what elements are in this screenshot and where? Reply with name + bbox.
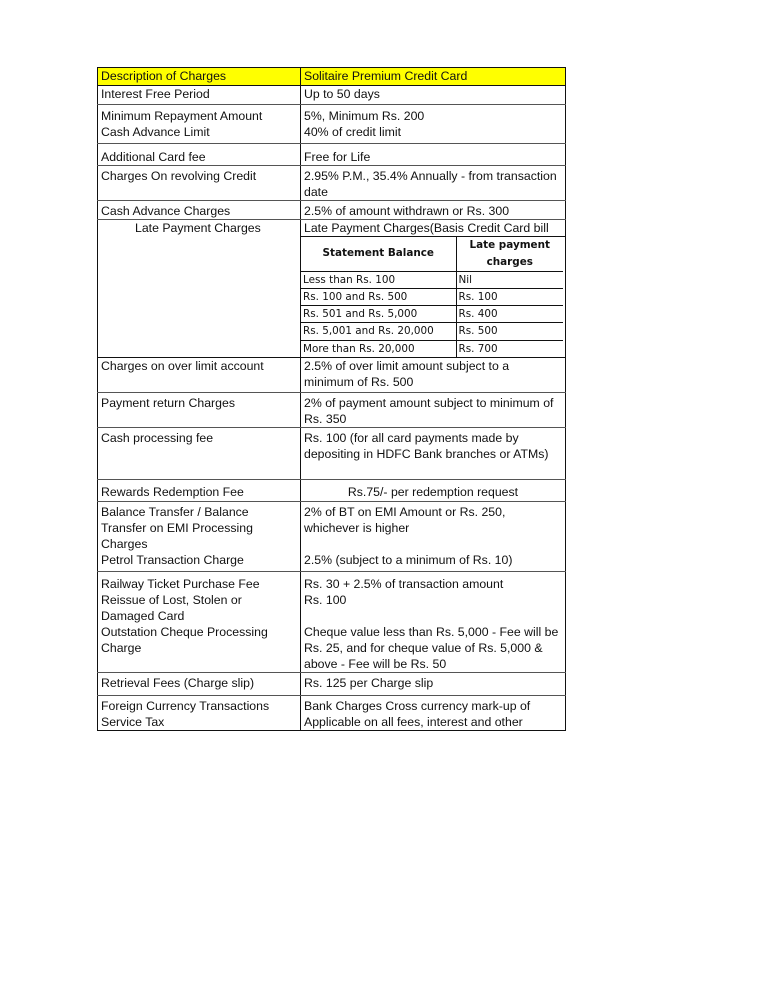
- charge-value: Rs. 30 + 2.5% of transaction amount: [301, 571, 566, 592]
- subtable-row: [301, 306, 563, 323]
- subtable-row: [301, 323, 563, 340]
- table-row: [98, 105, 566, 125]
- charge-value: 40% of credit limit: [301, 124, 566, 143]
- charge-description: Interest Free Period: [98, 86, 301, 105]
- table-row: [98, 479, 566, 501]
- charge-description: Cash Advance Charges: [98, 200, 301, 219]
- charge-value: Rs. 100 (for all card payments made by depositing in HDFC Bank branches or ATMs): [301, 427, 566, 479]
- charge-description: Payment return Charges: [98, 392, 301, 427]
- charges-sheet: [97, 67, 565, 731]
- table-row: [98, 695, 566, 714]
- charge-value: 2% of payment amount subject to minimum of Rs. 350: [301, 392, 566, 427]
- late-charge: Rs. 100: [456, 288, 563, 305]
- charge-value: 5%, Minimum Rs. 200: [301, 105, 566, 125]
- table-row: [98, 501, 566, 552]
- table-row: [98, 552, 566, 571]
- table-header-row: [98, 68, 566, 86]
- charge-value: Up to 50 days: [301, 86, 566, 105]
- charge-description: Minimum Repayment Amount: [98, 105, 301, 125]
- charge-value: Applicable on all fees, interest and other: [301, 714, 566, 731]
- charge-value: Rs. 100: [301, 592, 566, 624]
- header-description: Description of Charges: [98, 68, 301, 86]
- table-row: [98, 200, 566, 219]
- charge-value: 2.5% (subject to a minimum of Rs. 10): [301, 552, 566, 571]
- charge-value: Free for Life: [301, 143, 566, 165]
- late-payment-subtable-wrap: [301, 237, 565, 357]
- statement-balance: Rs. 100 and Rs. 500: [301, 288, 456, 305]
- statement-balance: Less than Rs. 100: [301, 271, 456, 288]
- table-row: [98, 672, 566, 695]
- subtable-row: [301, 340, 563, 357]
- charge-description: Railway Ticket Purchase Fee: [98, 571, 301, 592]
- statement-balance: More than Rs. 20,000: [301, 340, 456, 357]
- table-row: [98, 392, 566, 427]
- late-charge: Rs. 700: [456, 340, 563, 357]
- charge-value: Rs. 125 per Charge slip: [301, 672, 566, 695]
- table-row: [98, 427, 566, 479]
- charge-value: Cheque value less than Rs. 5,000 - Fee will be Rs. 25, and for cheque value of Rs. 5,000 & above - Fee will be Rs. 50: [301, 624, 566, 673]
- subtable-header-row: [301, 237, 563, 272]
- subtable-row: [301, 271, 563, 288]
- charge-description: Reissue of Lost, Stolen or Damaged Card: [98, 592, 301, 624]
- late-payment-subtable: [301, 237, 563, 357]
- table-row: [98, 86, 566, 105]
- charge-description: Service Tax: [98, 714, 301, 731]
- charge-description: Charges On revolving Credit: [98, 165, 301, 200]
- charge-description: Late Payment Charges: [98, 219, 301, 357]
- late-charge: Nil: [456, 271, 563, 288]
- table-row: [98, 165, 566, 200]
- statement-balance: Rs. 501 and Rs. 5,000: [301, 306, 456, 323]
- charge-description: Rewards Redemption Fee: [98, 479, 301, 501]
- charge-description: Charges on over limit account: [98, 357, 301, 392]
- late-payment-cell: [301, 219, 566, 357]
- charge-description: Retrieval Fees (Charge slip): [98, 672, 301, 695]
- charge-value: 2.5% of amount withdrawn or Rs. 300: [301, 200, 566, 219]
- table-row: [98, 624, 566, 673]
- charge-description: Balance Transfer / Balance Transfer on EMI Processing Charges: [98, 501, 301, 552]
- late-charge: Rs. 400: [456, 306, 563, 323]
- charge-value: Rs.75/- per redemption request: [301, 479, 566, 501]
- charge-description: Additional Card fee: [98, 143, 301, 165]
- subheader-statement-balance: Statement Balance: [301, 237, 456, 272]
- charge-description: Foreign Currency Transactions: [98, 695, 301, 714]
- table-row-late-payment: [98, 219, 566, 357]
- charges-table: [97, 67, 566, 731]
- charge-value: Late Payment Charges(Basis Credit Card bill: [301, 220, 565, 237]
- charge-description: Cash processing fee: [98, 427, 301, 479]
- charge-value: 2.5% of over limit amount subject to a minimum of Rs. 500: [301, 357, 566, 392]
- table-row: [98, 124, 566, 143]
- charge-description: Petrol Transaction Charge: [98, 552, 301, 571]
- late-charge: Rs. 500: [456, 323, 563, 340]
- charge-description: Cash Advance Limit: [98, 124, 301, 143]
- table-row: [98, 143, 566, 165]
- charge-description: Outstation Cheque Processing Charge: [98, 624, 301, 673]
- charge-value: 2.95% P.M., 35.4% Annually - from transaction date: [301, 165, 566, 200]
- charge-value: 2% of BT on EMI Amount or Rs. 250, whichever is higher: [301, 501, 566, 552]
- statement-balance: Rs. 5,001 and Rs. 20,000: [301, 323, 456, 340]
- subheader-late-payment-charges: Late payment charges: [456, 237, 563, 272]
- header-card-name: Solitaire Premium Credit Card: [301, 68, 566, 86]
- subtable-row: [301, 288, 563, 305]
- table-row: [98, 592, 566, 624]
- table-row: [98, 357, 566, 392]
- table-row: [98, 571, 566, 592]
- table-row: [98, 714, 566, 731]
- charge-value: Bank Charges Cross currency mark-up of: [301, 695, 566, 714]
